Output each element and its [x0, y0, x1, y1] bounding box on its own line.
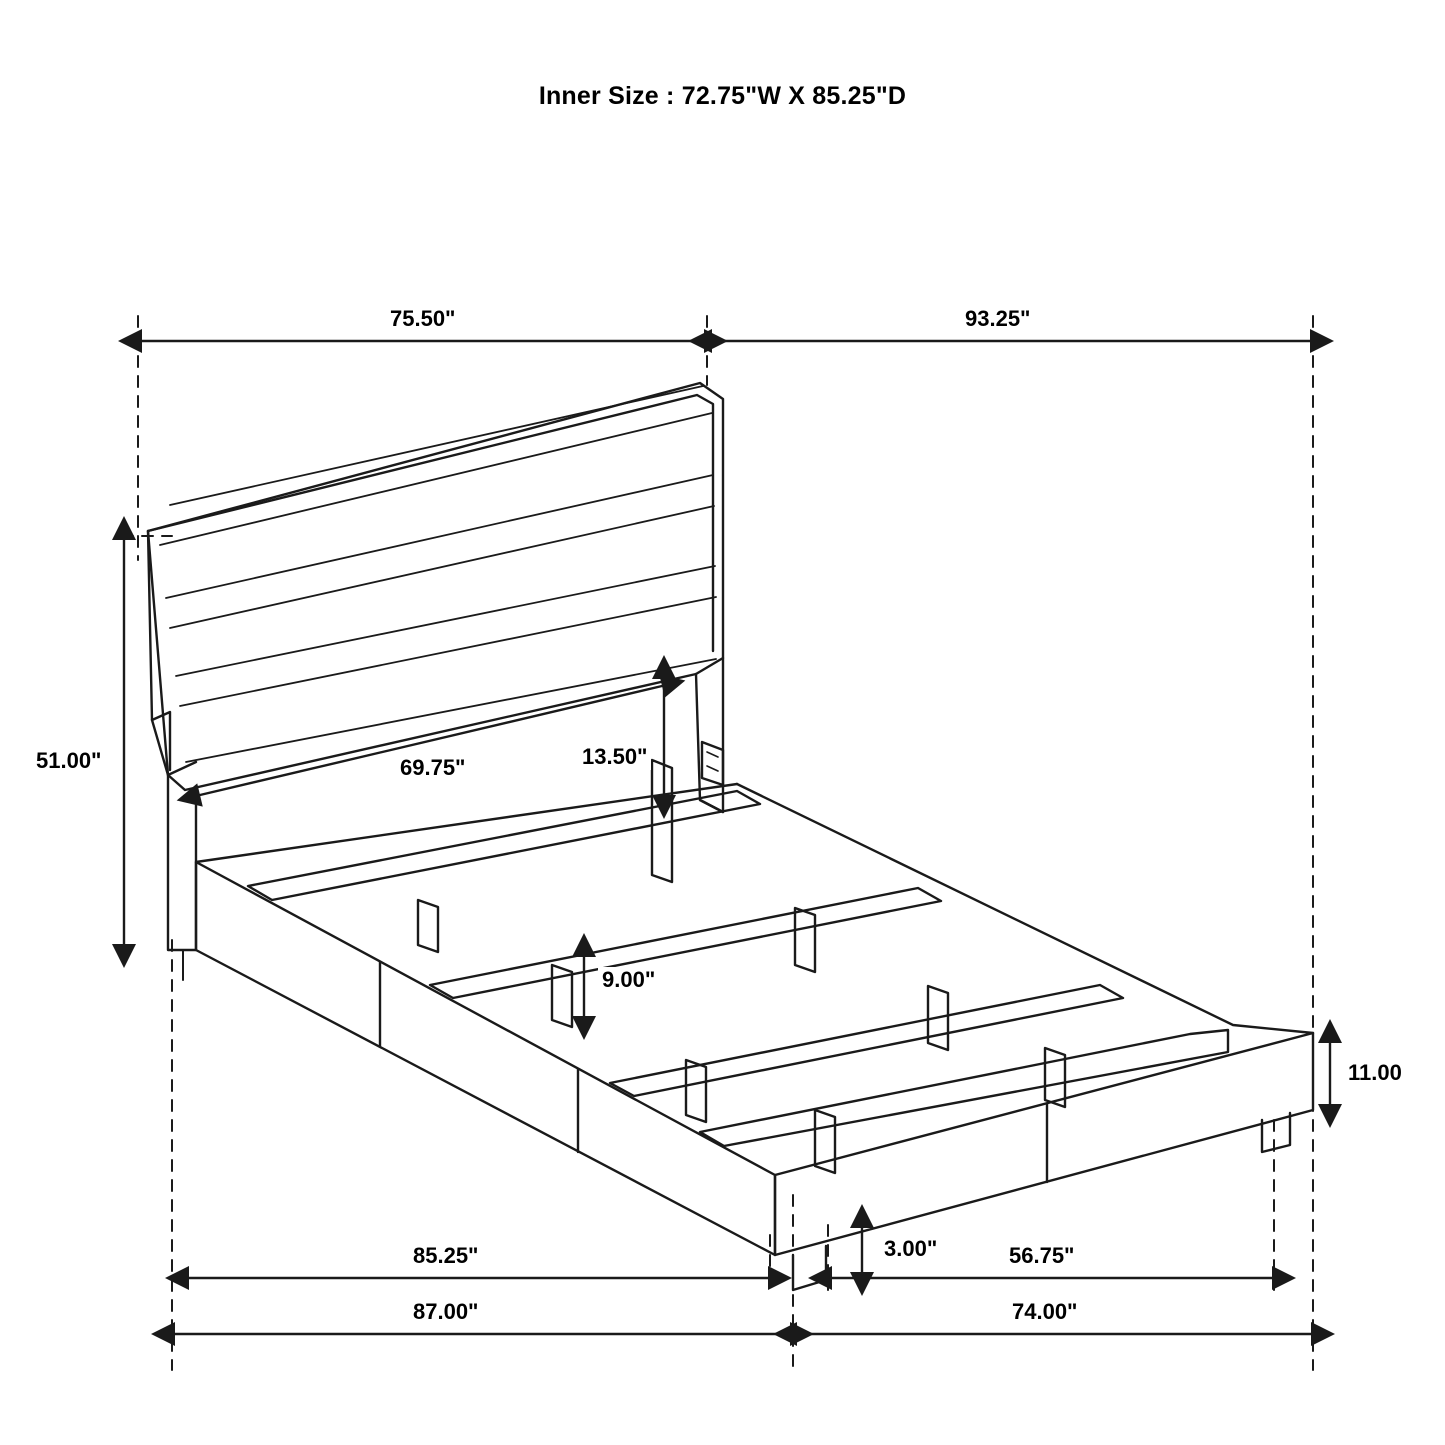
support-leg-1	[418, 900, 438, 952]
support-legs	[418, 760, 1065, 1173]
dim-label-56-75: 56.75"	[1005, 1243, 1078, 1269]
support-beam-1	[248, 791, 760, 900]
rail-top-left-inner	[196, 784, 737, 862]
support-beam-4	[700, 1030, 1228, 1146]
foot-front-center	[793, 1246, 826, 1290]
dim-label-74-00: 74.00"	[1008, 1299, 1081, 1325]
page-title: Inner Size : 72.75"W X 85.25"D	[538, 82, 907, 110]
dim-label-69-75: 69.75"	[396, 755, 469, 781]
dim-label-85-25: 85.25"	[409, 1243, 482, 1269]
headboard-groove-4	[176, 566, 715, 676]
bracket-screw-1	[707, 752, 718, 757]
dim-label-93-25: 93.25"	[961, 306, 1034, 332]
headboard-groove-0	[170, 386, 703, 505]
dim-label-3-00: 3.00"	[880, 1236, 941, 1262]
headboard-right-post-bottom	[700, 800, 723, 812]
headboard-left-post	[148, 531, 196, 950]
dim-label-9-00: 9.00"	[598, 967, 659, 993]
support-beam-2	[430, 888, 941, 998]
headboard-outer-panel	[148, 383, 723, 790]
support-leg-6	[686, 1060, 706, 1122]
bracket-screw-2	[707, 766, 718, 771]
dim-label-11-00: 11.00	[1344, 1060, 1406, 1086]
headboard-groove-3	[170, 506, 714, 628]
rail-top-right-inner	[737, 784, 1313, 1033]
dim-label-13-50: 13.50"	[578, 744, 651, 770]
support-leg-4	[795, 908, 815, 972]
dim-label-75-50: 75.50"	[386, 306, 459, 332]
headboard-left-post-step	[168, 762, 196, 775]
side-rail-left	[196, 862, 775, 1255]
headboard-groove-2	[166, 475, 713, 598]
headboard-groove-5	[180, 597, 716, 706]
dim-label-51-00: 51.00"	[32, 748, 105, 774]
dim-label-87-00: 87.00"	[409, 1299, 482, 1325]
headboard-bracket	[702, 742, 723, 785]
